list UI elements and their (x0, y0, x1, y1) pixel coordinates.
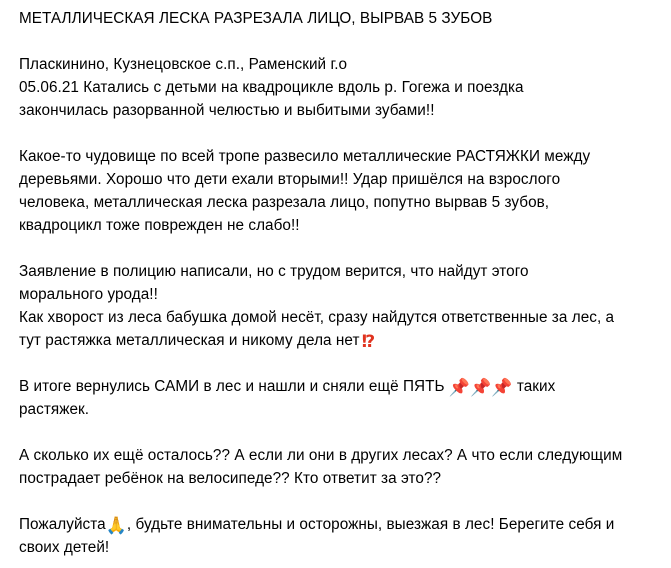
police-line-4-text: тут растяжка металлическая и никому дела нет (19, 332, 360, 349)
incident-line-2: деревьями. Хорошо что дети ехали вторыми!! Удар пришёлся на взрослого (19, 171, 561, 188)
appeal-line-1 (19, 513, 659, 536)
questions-line-2: пострадает ребёнок на велосипеде?? Кто ответит за это?? (19, 470, 442, 487)
found-line-1-tail: таких (512, 378, 556, 395)
paragraph-appeal (19, 513, 659, 559)
found-line-2: растяжек. (19, 401, 90, 418)
paragraph-police (19, 260, 659, 352)
pray-icon: 🙏 (105, 516, 127, 536)
paragraph-intro (19, 53, 659, 122)
police-line-3: Как хворост из леса бабушка домой несёт, сразу найдутся ответственные за лес, а (19, 309, 615, 326)
incident-line-4: квадроцикл тоже поврежден не слабо!! (19, 217, 300, 234)
appeal-line-1-start: Пожалуйста (19, 516, 106, 533)
paragraph-incident (19, 145, 659, 237)
police-line-1: Заявление в полицию написали, но с трудом верится, что найдут этого (19, 263, 529, 280)
pushpin-icon: 📌 (470, 378, 492, 398)
interrobang-icon: !? (360, 332, 373, 352)
appeal-line-2: своих детей! (19, 539, 110, 556)
police-line-4 (19, 329, 659, 352)
incident-line-3: человека, металлическая леска разрезала лицо, попутно вырвав 5 зубов, (19, 194, 550, 211)
pushpin-icon: 📌 (448, 378, 471, 398)
paragraph-found (19, 375, 659, 421)
incident-line-1: Какое-то чудовище по всей тропе развесило металлические РАСТЯЖКИ между (19, 148, 591, 165)
paragraph-questions (19, 444, 659, 490)
found-line-1 (19, 375, 659, 398)
police-line-2: морального урода!! (19, 286, 158, 303)
intro-line-2: закончилась разорванной челюстью и выбитыми зубами!! (19, 102, 435, 119)
intro-line-1: 05.06.21 Катались с детьми на квадроцикле вдоль р. Гогежа и поездка (19, 79, 524, 96)
questions-line-1: А сколько их ещё осталось?? А если ли они в других лесах? А что если следующим (19, 447, 623, 464)
found-line-1-text: В итоге вернулись САМИ в лес и нашли и сняли ещё ПЯТЬ (19, 378, 449, 395)
location-text: Пласкинино, Кузнецовское с.п., Раменский г.о (19, 56, 348, 73)
appeal-line-1-text: , будьте внимательны и осторожны, выезжая в лес! Берегите себя и (126, 516, 615, 533)
title-text: МЕТАЛЛИЧЕСКАЯ ЛЕСКА РАЗРЕЗАЛА ЛИЦО, ВЫРВАВ 5 ЗУБОВ (19, 10, 493, 27)
pushpin-icon: 📌 (491, 378, 513, 398)
post-title (19, 7, 659, 30)
